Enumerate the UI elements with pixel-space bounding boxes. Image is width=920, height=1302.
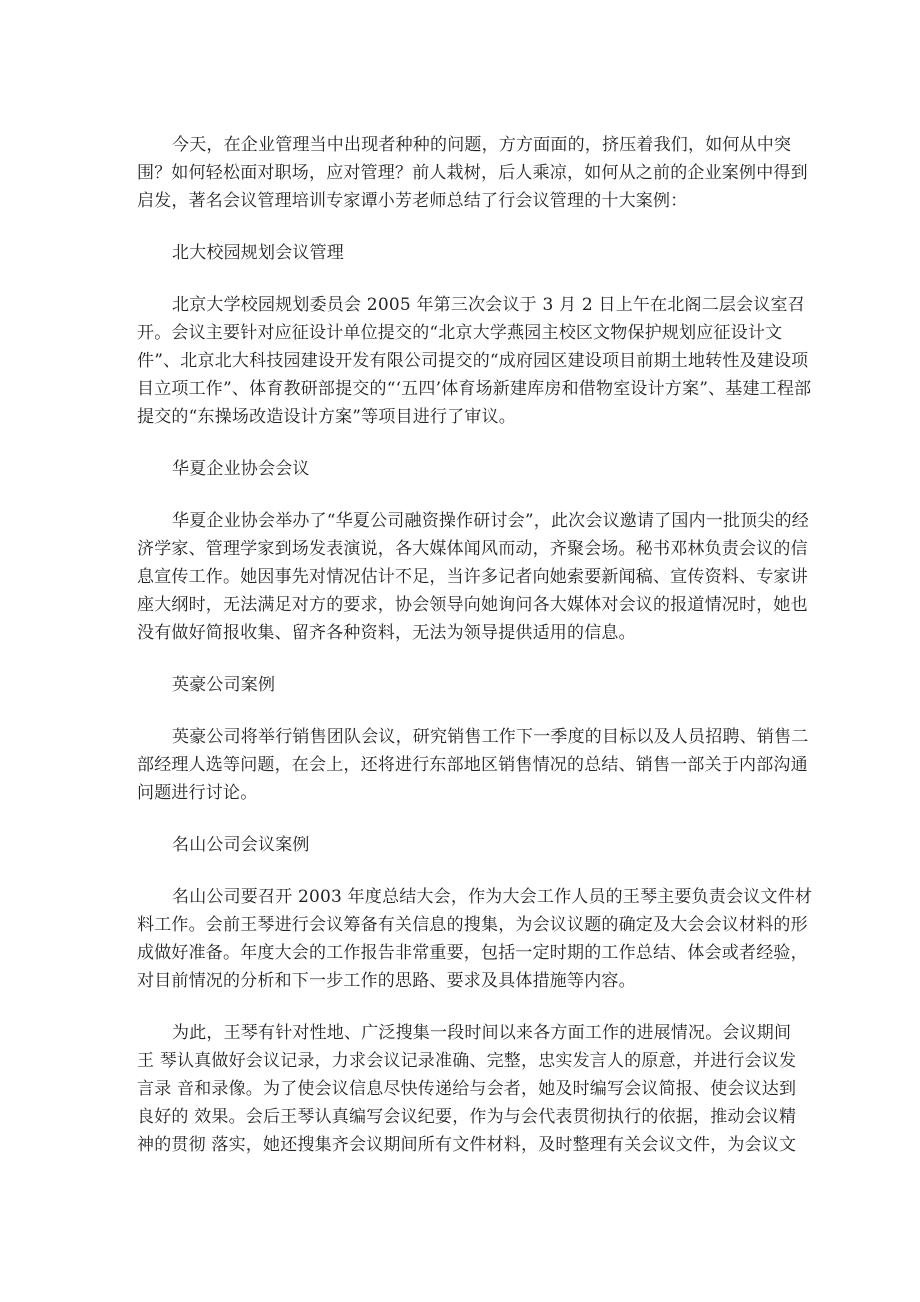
text-line: 围？如何轻松面对职场，应对管理？前人栽树，后人乘凉，如何从之前的企业案例中得到 [137, 163, 808, 183]
text-line: 问题进行讨论。 [137, 783, 258, 803]
text-line: 英豪公司将举行销售团队会议，研究销售工作下一季度的目标以及人员招聘、销售二 [172, 727, 809, 747]
text-line: 部经理人选等问题，在会上，还将进行东部地区销售情况的总结、销售一部关于内部沟通 [137, 755, 808, 775]
text-line: 良好的 效果。会后王琴认真编写会议纪要，作为与会代表贯彻执行的依据，推动会议精 [137, 1107, 797, 1127]
text-line: 开。会议主要针对应征设计单位提交的“北京大学燕园主校区文物保护规划应征设计文 [137, 323, 783, 343]
text-line: 今天，在企业管理当中出现者种种的问题，方方面面的，挤压着我们，如何从中突 [172, 135, 792, 155]
text-line: 为此，王琴有针对性地、广泛搜集一段时间以来各方面工作的进展情况。会议期间 [172, 1023, 792, 1043]
text-line: 名山公司会议案例 [172, 835, 310, 855]
text-line: 对目前情况的分析和下一步工作的思路、要求及具体措施等内容。 [137, 971, 636, 991]
text-line: 言录 音和录像。为了使会议信息尽快传递给与会者，她及时编写会议简报、使会议达到 [137, 1079, 797, 1099]
text-line: 北大校园规划会议管理 [172, 243, 344, 263]
text-line: 华夏企业协会会议 [172, 459, 310, 479]
body-paragraph [137, 131, 807, 215]
text-line: 英豪公司案例 [172, 675, 276, 695]
text-line: 息宣传工作。她因事先对情况估计不足，当许多记者向她索要新闻稿、宣传资料、专家讲 [137, 567, 808, 587]
text-line: 件”、北京北大科技园建设开发有限公司提交的“成府园区建设项目前期土地转性及建设项 [137, 351, 809, 371]
text-line: 王 琴认真做好会议记录，力求会议记录准确、完整，忠实发言人的原意，并进行会议发 [137, 1051, 797, 1071]
text-line: 料工作。会前王琴进行会议筹备有关信息的搜集，为会议议题的确定及大会会议材料的形 [137, 915, 808, 935]
body-paragraph [137, 723, 807, 807]
text-line: 提交的“东操场改造设计方案”等项目进行了审议。 [137, 407, 516, 427]
text-line: 成做好准备。年度大会的工作报告非常重要，包括一定时期的工作总结、体会或者经验， [137, 943, 808, 963]
text-line: 济学家、管理学家到场发表演说，各大媒体闻风而动，齐聚会场。秘书邓林负责会议的信 [137, 539, 808, 559]
section-heading [137, 239, 807, 267]
text-line: 神的贯彻 落实，她还搜集齐会议期间所有文件材料，及时整理有关会议文件，为会议文 [137, 1135, 797, 1155]
section-heading [137, 671, 807, 699]
body-paragraph [137, 291, 812, 431]
text-line: 目立项工作”、体育教研部提交的“‘五四’体育场新建库房和借物室设计方案”、基建工程部 [137, 379, 812, 399]
body-paragraph [137, 1019, 807, 1159]
text-line: 启发，著名会议管理培训专家谭小芳老师总结了行会议管理的十大案例： [137, 191, 688, 211]
text-line: 北京大学校园规划委员会 2005 年第三次会议于 3 月 2 日上午在北阁二层会议室召 [172, 295, 805, 315]
text-line: 没有做好简报收集、留齐各种资料，无法为领导提供适用的信息。 [137, 623, 636, 643]
document-page [137, 131, 813, 1183]
body-paragraph [137, 507, 807, 647]
section-heading [137, 455, 807, 483]
text-line: 名山公司要召开 2003 年度总结大会，作为大会工作人员的王琴主要负责会议文件材 [172, 887, 813, 907]
text-line: 座大纲时，无法满足对方的要求，协会领导向她询问各大媒体对会议的报道情况时，她也 [137, 595, 808, 615]
text-line: 华夏企业协会举办了“华夏公司融资操作研讨会”，此次会议邀请了国内一批顶尖的经 [172, 511, 809, 531]
section-heading [137, 831, 807, 859]
body-paragraph [137, 883, 813, 995]
